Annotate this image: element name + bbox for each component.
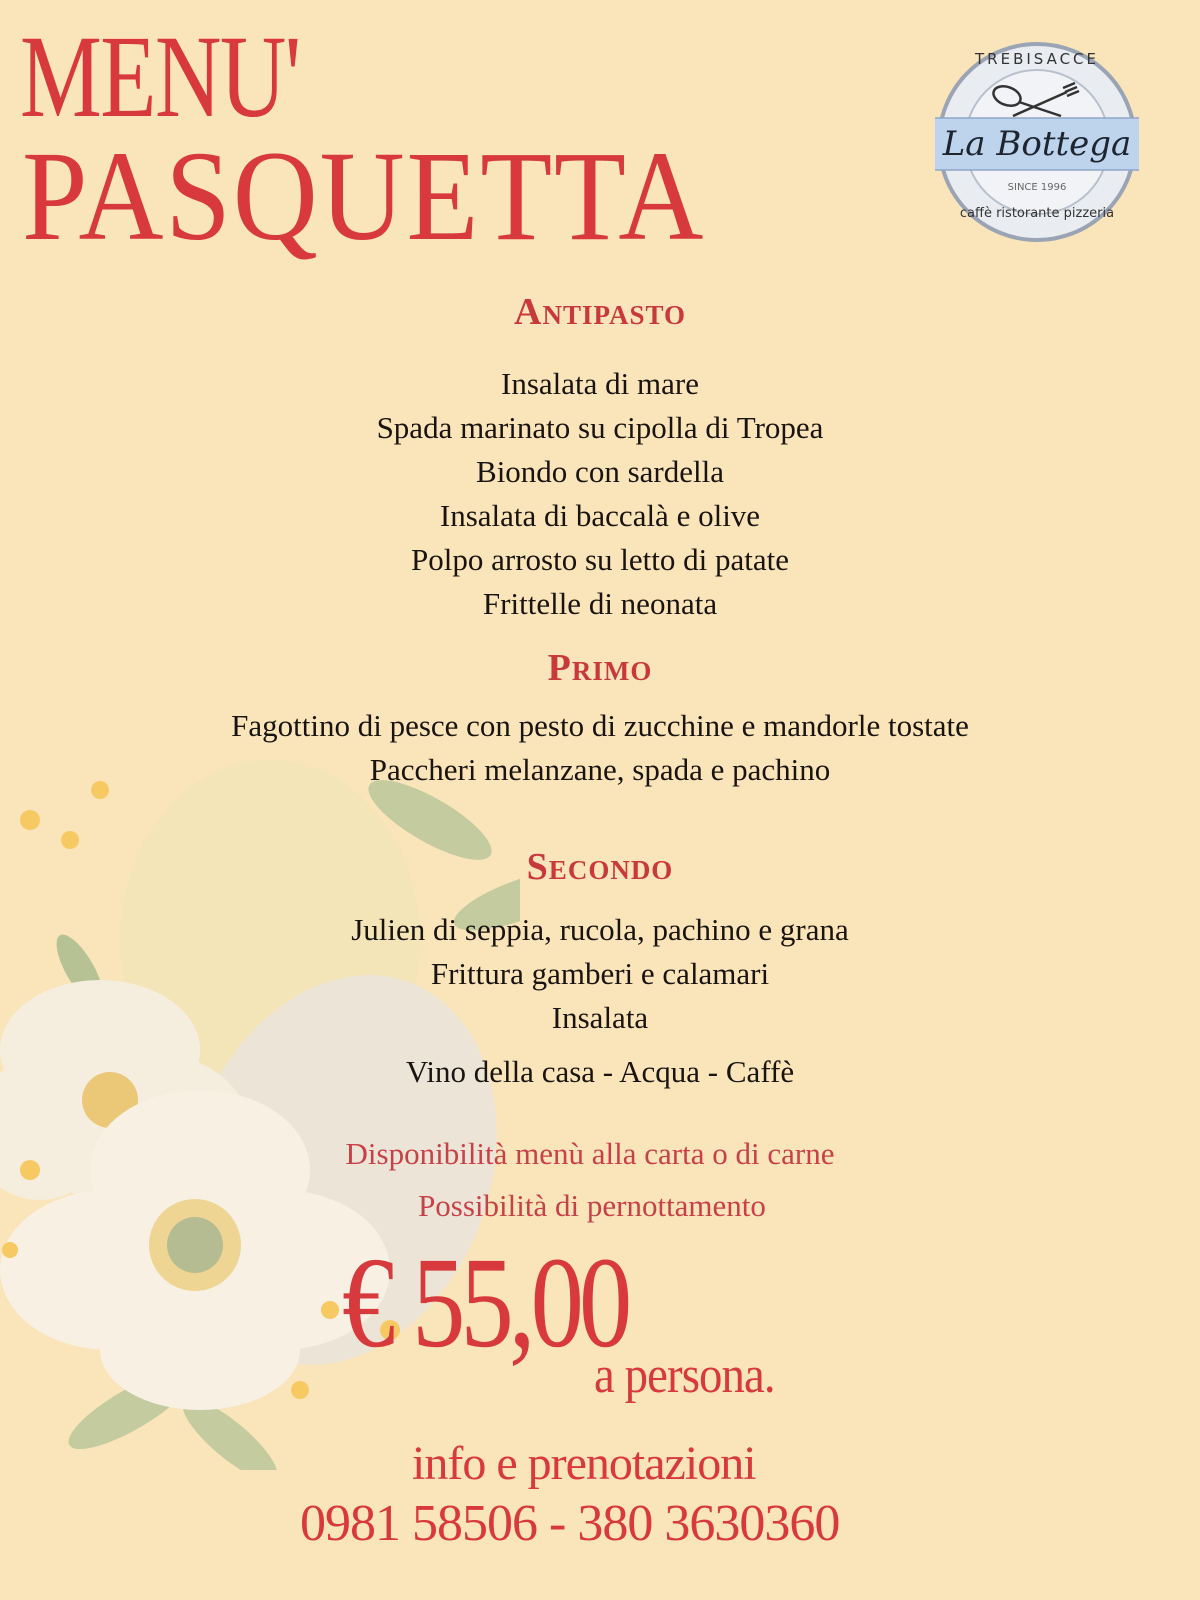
menu-item: Julien di seppia, rucola, pachino e grana [351, 912, 849, 947]
contact-phones: 0981 58506 - 380 3630360 [300, 1495, 840, 1552]
menu-item: Fagottino di pesce con pesto di zucchine e mandorle tostate [231, 708, 969, 743]
menu-title-line1: MENU' [20, 11, 300, 142]
primo-list [0, 704, 1200, 792]
logo-top-text: TREBISACCE [975, 50, 1099, 68]
menu-item: Insalata di baccalà e olive [439, 498, 761, 533]
section-heading-primo: Primo [547, 647, 653, 689]
menu-item: Biondo con sardella [476, 454, 724, 489]
logo-name: La Bottega [942, 124, 1132, 164]
secondo-list [0, 908, 1200, 1040]
section-heading-secondo: Secondo [526, 846, 674, 888]
logo-bottom-text: caffè ristorante pizzeria [959, 206, 1115, 221]
logo-since: SINCE 1996 [1007, 182, 1067, 193]
menu-item: Spada marinato su cipolla di Tropea [376, 410, 824, 445]
section-heading-antipasto: Antipasto [514, 291, 686, 333]
menu-item: Frittelle di neonata [482, 586, 718, 621]
note-alternative-menu: Disponibilità menù alla carta o di carne [345, 1136, 835, 1171]
antipasto-list [0, 362, 1200, 626]
menu-item: Insalata di mare [501, 366, 699, 401]
menu-item: Paccheri melanzane, spada e pachino [369, 752, 831, 787]
menu-item: Polpo arrosto su letto di patate [411, 542, 789, 577]
note-overnight-stay: Possibilità di pernottamento [418, 1188, 766, 1223]
menu-item: Frittura gamberi e calamari [430, 956, 770, 991]
price-per-person: a persona. [594, 1347, 775, 1404]
included-drinks: Vino della casa - Acqua - Caffè [405, 1054, 795, 1089]
menu-title-line2: PASQUETTA [22, 125, 706, 267]
contact-label: info e prenotazioni [412, 1437, 756, 1490]
price-amount: € 55,00 [342, 1231, 628, 1375]
menu-item: Insalata [551, 1000, 649, 1035]
restaurant-logo [935, 36, 1139, 248]
